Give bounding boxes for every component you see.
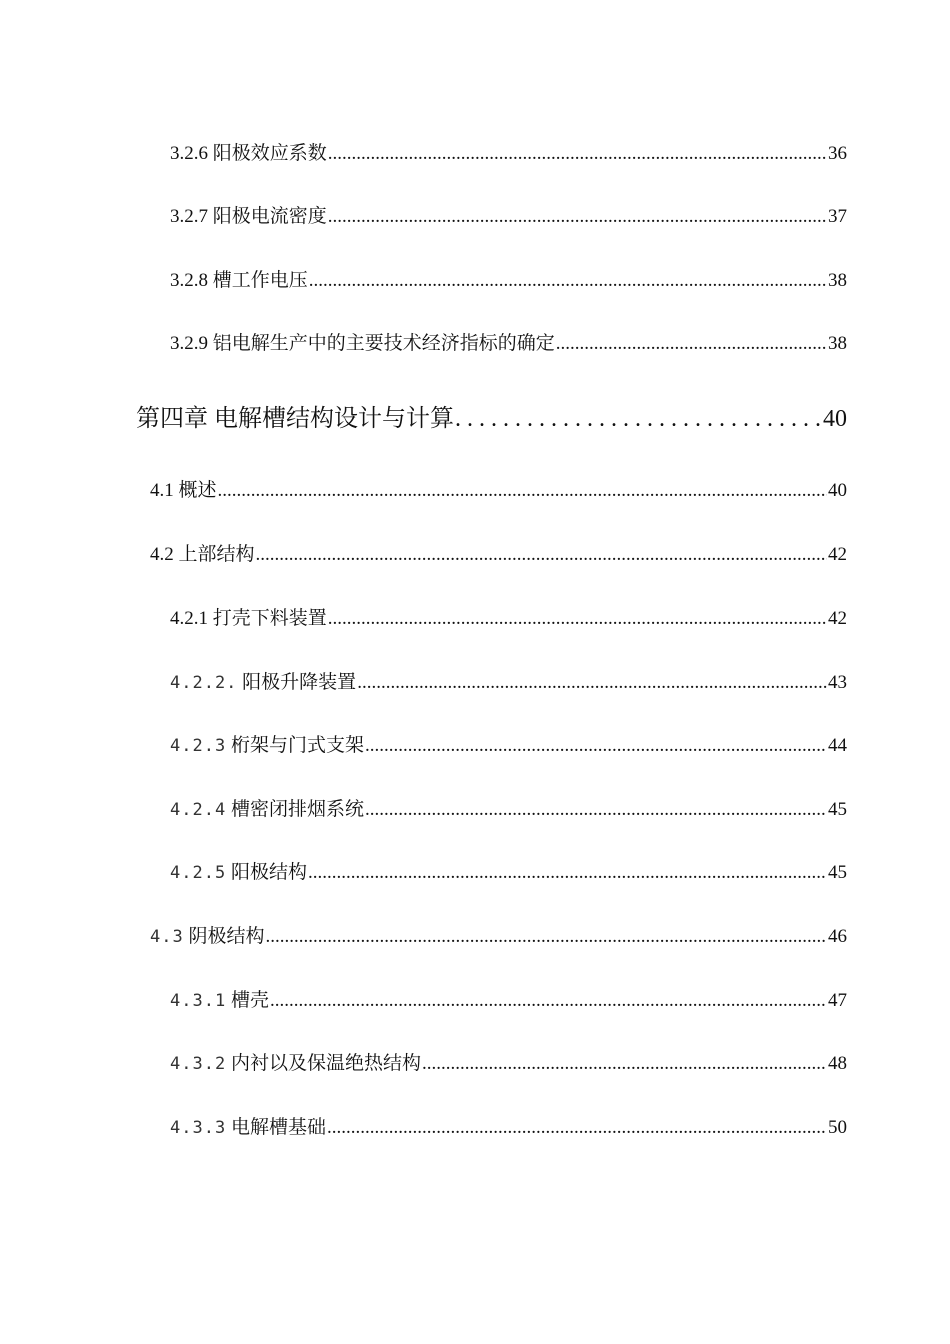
toc-page-number: 44	[828, 735, 847, 756]
toc-entry-label: 4.1 概述	[150, 480, 217, 501]
toc-entry-4-2-1[interactable]	[170, 603, 847, 630]
toc-page-number: 36	[828, 143, 847, 164]
toc-entry-label: 4.2.1 打壳下料装置	[170, 608, 327, 629]
toc-entry-label: 3.2.8 槽工作电压	[170, 270, 308, 291]
toc-entry-4-2[interactable]	[150, 539, 847, 566]
toc-entry-4-2-5[interactable]	[170, 857, 847, 884]
toc-entry-number: 4.2.5	[170, 863, 227, 883]
dot-leader	[309, 270, 827, 292]
toc-entry-3-2-9[interactable]	[170, 328, 847, 355]
toc-entry-number: 4.2.3	[170, 736, 227, 756]
dot-leader	[328, 143, 827, 165]
dot-leader	[218, 480, 827, 502]
toc-page-number: 42	[828, 608, 847, 629]
toc-page-number: 40	[823, 406, 847, 432]
toc-page-number: 43	[828, 672, 847, 693]
dot-leader	[455, 406, 822, 433]
dot-leader	[365, 799, 827, 821]
dot-leader	[328, 206, 827, 228]
toc-page-number: 37	[828, 206, 847, 227]
dot-leader	[256, 544, 827, 566]
toc-entry-number: 4.2.4	[170, 800, 227, 820]
toc-entry-label	[150, 921, 264, 948]
dot-leader	[270, 990, 827, 1012]
toc-entry-label	[170, 667, 356, 694]
toc-entry-label	[170, 1048, 421, 1075]
toc-entry-label: 4.2 上部结构	[150, 544, 255, 565]
toc-page-number: 40	[828, 480, 847, 501]
toc-page-number: 38	[828, 270, 847, 291]
dot-leader	[556, 333, 827, 355]
toc-entry-text: 阳极结构	[226, 862, 307, 883]
toc-entry-4-3-2[interactable]	[170, 1048, 847, 1075]
toc-chapter-label: 第四章 电解槽结构设计与计算	[136, 406, 454, 432]
toc-page-number: 45	[828, 862, 847, 883]
toc-entry-4-3[interactable]	[150, 921, 847, 948]
toc-entry-4-2-3[interactable]	[170, 730, 847, 757]
toc-page-number: 38	[828, 333, 847, 354]
toc-page-number: 47	[828, 990, 847, 1011]
dot-leader	[308, 862, 827, 884]
toc-entry-3-2-6[interactable]	[170, 138, 847, 165]
toc-entry-number: 4.3	[150, 927, 184, 947]
dot-leader	[365, 735, 827, 757]
toc-entry-label	[170, 1112, 326, 1139]
toc-entry-4-3-1[interactable]	[170, 985, 847, 1012]
toc-entry-text: 电解槽基础	[226, 1117, 326, 1138]
dot-leader	[265, 926, 827, 948]
toc-entry-4-2-2[interactable]	[170, 667, 847, 694]
toc-entry-label: 3.2.6 阳极效应系数	[170, 143, 327, 164]
toc-entry-label: 3.2.7 阳极电流密度	[170, 206, 327, 227]
dot-leader	[357, 672, 827, 694]
toc-page-number: 46	[828, 926, 847, 947]
toc-chapter-4[interactable]	[136, 398, 847, 433]
toc-entry-label	[170, 985, 269, 1012]
toc-page-number: 42	[828, 544, 847, 565]
toc-page-number: 50	[828, 1117, 847, 1138]
toc-page-number: 48	[828, 1053, 847, 1074]
toc-entry-label: 3.2.9 铝电解生产中的主要技术经济指标的确定	[170, 333, 555, 354]
dot-leader	[328, 608, 827, 630]
dot-leader	[327, 1117, 827, 1139]
toc-entry-number: 4.3.2	[170, 1054, 227, 1074]
toc-entry-text: 阳极升降装置	[237, 672, 357, 693]
dot-leader	[422, 1053, 827, 1075]
toc-entry-number: 4.3.1	[170, 991, 227, 1011]
toc-entry-text: 槽壳	[226, 990, 269, 1011]
toc-entry-text: 桁架与门式支架	[226, 735, 364, 756]
toc-page-number: 45	[828, 799, 847, 820]
toc-entry-text: 内衬以及保温绝热结构	[226, 1053, 421, 1074]
toc-entry-label	[170, 794, 364, 821]
toc-entry-number: 4.2.2.	[170, 673, 238, 693]
toc-entry-text: 槽密闭排烟系统	[226, 799, 364, 820]
toc-entry-text: 阴极结构	[183, 926, 265, 947]
toc-entry-label	[170, 730, 364, 757]
toc-entry-3-2-8[interactable]	[170, 265, 847, 292]
toc-entry-label	[170, 857, 307, 884]
toc-entry-4-2-4[interactable]	[170, 794, 847, 821]
toc-entry-3-2-7[interactable]	[170, 201, 847, 228]
toc-entry-4-3-3[interactable]	[170, 1112, 847, 1139]
toc-entry-number: 4.3.3	[170, 1118, 227, 1138]
toc-entry-4-1[interactable]	[150, 475, 847, 502]
